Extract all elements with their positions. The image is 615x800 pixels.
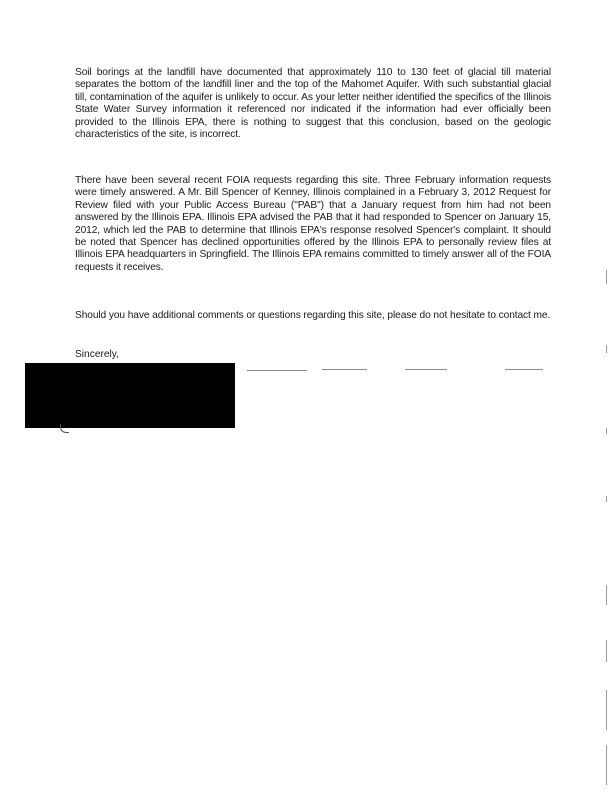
body-paragraph-glacial-till: Soil borings at the landfill have documented that approximately 110 to 130 feet of glacial till material separates the bottom of the landfill liner and the top of the Mahomet Aquifer. With such substantial glacial till, contamination of the aquifer is unlikely to occur. As your letter neither identified the specifics of the Illinois State Water Survey information it referenced nor indicated if the information had ever officially been provided to the Illinois EPA, there is nothing to suggest that this conclusion, based on the geologic characteristics of the site, is incorrect.: [75, 67, 551, 141]
scan-artifact-line: [322, 369, 367, 370]
scan-edge-mark: [606, 428, 607, 434]
signature-stroke-mark: [60, 424, 69, 433]
letter-closing: Sincerely,: [75, 349, 119, 360]
scan-edge-mark: [606, 745, 607, 785]
body-paragraph-contact: Should you have additional comments or questions regarding this site, please do not hesitate to contact me.: [75, 310, 551, 321]
scan-artifact-line: [505, 369, 543, 370]
scan-edge-mark: [606, 690, 607, 730]
scan-edge-mark: [606, 640, 607, 662]
scan-edge-mark: [606, 496, 607, 502]
signature-redaction: [25, 363, 235, 428]
body-paragraph-foia-requests: There have been several recent FOIA requests regarding this site. Three February information requests were timely answered. A Mr. Bill Spencer of Kenney, Illinois complained in a February 3, 2012 Request for Review filed with your Public Access Bureau ("PAB") that a January request from him had not been answered by the Illinois EPA. Illinois EPA advised the PAB that it had responded to Spencer on January 15, 2012, which led the PAB to determine that Illinois EPA's response resolved Spencer's complaint. It should be noted that Spencer has declined opportunities offered by the Illinois EPA to personally review files at Illinois EPA headquarters in Springfield. The Illinois EPA remains committed to timely answer all of the FOIA requests it receives.: [75, 175, 551, 273]
scan-artifact-line: [405, 369, 447, 370]
scan-edge-mark: [606, 270, 607, 284]
scan-edge-mark: [606, 345, 607, 353]
scan-artifact-line: [247, 370, 307, 371]
scan-edge-mark: [606, 585, 607, 605]
